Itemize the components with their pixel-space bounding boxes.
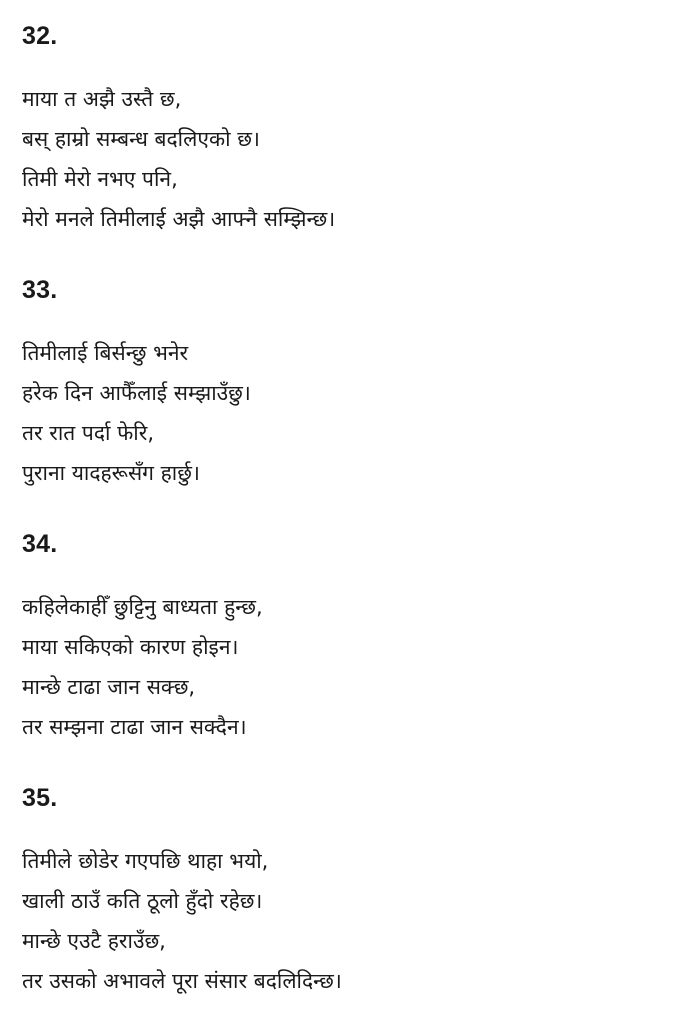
poem-number: 33. [22, 276, 58, 304]
poem-lines [22, 79, 682, 239]
poem-line: मान्छे एउटै हराउँछ, [22, 929, 166, 953]
poem-line: मान्छे टाढा जान सक्छ, [22, 675, 196, 699]
poem-number: 35. [22, 784, 58, 812]
poem-line: माया सकिएको कारण होइन। [22, 635, 239, 659]
poem-line: खाली ठाउँ कति ठूलो हुँदो रहेछ। [22, 889, 263, 913]
poem-lines [22, 841, 682, 1001]
poem-line: माया त अझै उस्तै छ, [22, 87, 182, 111]
poem-line: तर सम्झना टाढा जान सक्दैन। [22, 715, 247, 739]
poem-lines [22, 333, 682, 493]
poem-32 [22, 21, 682, 231]
poem-33 [22, 275, 682, 485]
poem-line: तर रात पर्दा फेरि, [22, 421, 154, 445]
poem-line: तिमीलाई बिर्सन्छु भनेर [22, 341, 189, 365]
poem-line: तिमीले छोडेर गएपछि थाहा भयो, [22, 849, 269, 873]
poem-line: बस् हाम्रो सम्बन्ध बदलिएको छ। [22, 127, 260, 151]
poem-line: हरेक दिन आफैँलाई सम्झाउँछु। [22, 381, 251, 405]
poem-number: 34. [22, 530, 58, 558]
poem-line: पुराना यादहरूसँग हार्छु। [22, 461, 200, 485]
poem-lines [22, 587, 682, 747]
poem-35 [22, 783, 682, 993]
poem-number: 32. [22, 22, 58, 50]
poem-line: कहिलेकाहीँ छुट्टिनु बाध्यता हुन्छ, [22, 595, 263, 619]
poem-34 [22, 529, 682, 739]
poem-line: तर उसको अभावले पूरा संसार बदलिदिन्छ। [22, 969, 342, 993]
poem-line: मेरो मनले तिमीलाई अझै आफ्नै सम्झिन्छ। [22, 207, 336, 231]
poem-line: तिमी मेरो नभए पनि, [22, 167, 178, 191]
